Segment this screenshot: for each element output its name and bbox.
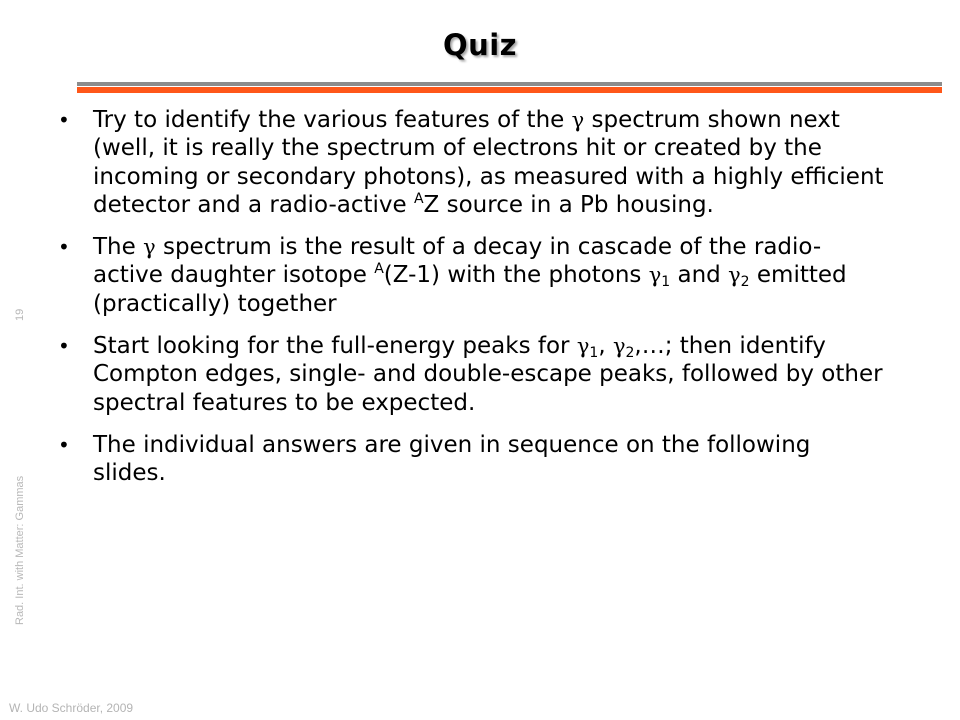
- bullet-item-1: [56, 106, 886, 219]
- bullet-2-text-5: emitted (practically) together: [93, 262, 847, 317]
- bullet-list: [56, 106, 886, 502]
- bullet-item-3: [56, 332, 886, 417]
- bullet-4-text-1: The individual answers are given in sequence on the following slides.: [93, 431, 811, 487]
- bullet-2-text-2: spectrum is the result of a decay in cascade of the radio-active daughter isotope: [93, 234, 822, 289]
- mass-number-superscript: A: [413, 190, 424, 207]
- author-footer: W. Udo Schröder, 2009: [9, 701, 134, 715]
- gamma-symbol: γ: [576, 334, 590, 359]
- mass-number-superscript: A: [374, 261, 384, 278]
- bullet-3-text-1: Start looking for the full-energy peaks for: [93, 333, 577, 360]
- course-label: Rad. Int. with Matter: Gammas: [14, 475, 26, 625]
- gamma-symbol: γ: [612, 334, 626, 359]
- slide-title: Quiz: [442, 28, 518, 62]
- gamma-subscript: 1: [589, 345, 599, 362]
- gamma-symbol: γ: [143, 235, 156, 260]
- gamma-subscript: 2: [625, 345, 635, 362]
- bullet-3-text-2: ,: [598, 333, 613, 360]
- bullet-1-text-3: Z source in a Pb housing.: [423, 191, 714, 218]
- title-divider-orange: [77, 87, 942, 93]
- bullet-item-4: [56, 431, 886, 488]
- slide-number: 19: [14, 308, 26, 321]
- bullet-2-text-3: (Z-1) with the photons: [383, 262, 649, 289]
- bullet-item-2: [56, 233, 886, 318]
- gamma-symbol: γ: [648, 263, 662, 288]
- bullet-2-text-1: The: [93, 234, 144, 261]
- title-divider-gray: [77, 82, 942, 86]
- gamma-symbol: γ: [728, 263, 741, 288]
- gamma-subscript: 1: [661, 274, 671, 291]
- bullet-3-text-3: ,…; then identify Compton edges, single- and double-escape peaks, followed by other spectral features to be expected.: [93, 333, 883, 416]
- bullet-1-text-2: spectrum shown next (well, it is really the spectrum of electrons hit or created by the incoming or secondary photons), as measured with a highly efficient detector and a radio-active: [93, 107, 884, 218]
- gamma-symbol: γ: [571, 108, 585, 132]
- bullet-1-text-1: Try to identify the various features of the: [93, 107, 572, 133]
- bullet-2-text-4: and: [670, 262, 729, 289]
- gamma-subscript: 2: [740, 274, 750, 291]
